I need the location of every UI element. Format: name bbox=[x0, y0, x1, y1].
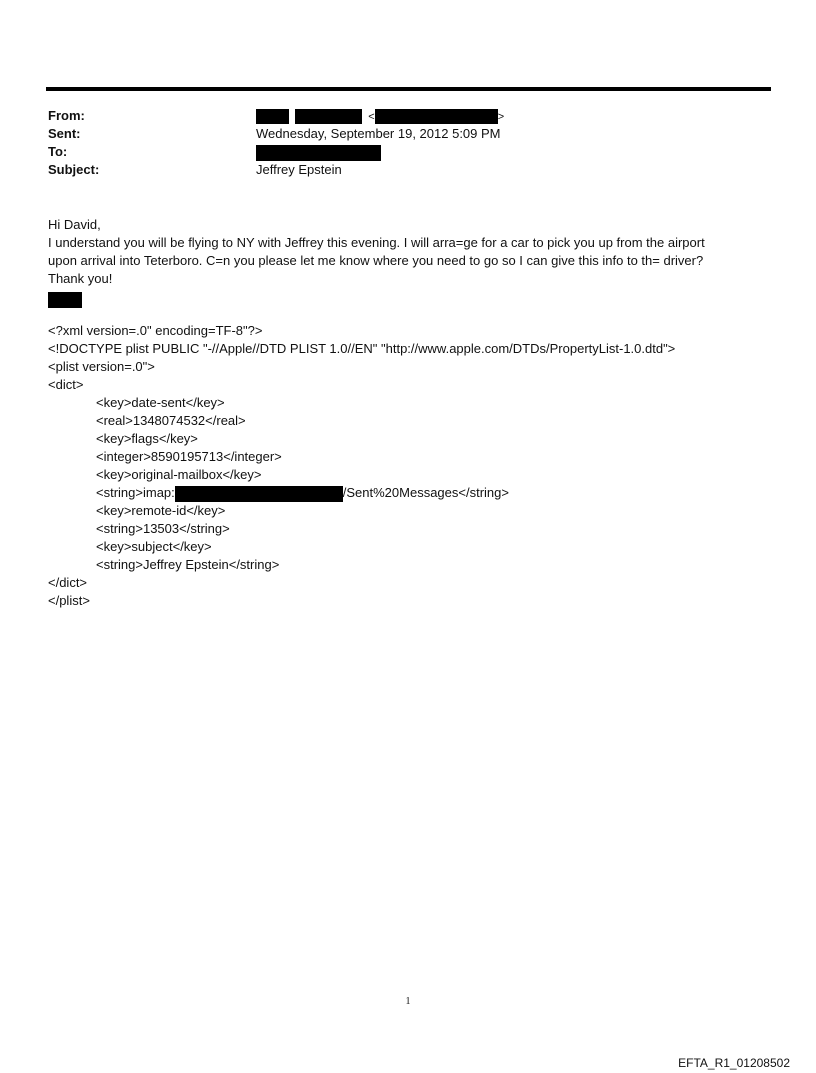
header-rule bbox=[46, 87, 771, 91]
xml-imap-line bbox=[48, 484, 675, 502]
imap-suffix: /Sent%20Messages</string> bbox=[342, 485, 509, 500]
plist-xml bbox=[48, 322, 675, 610]
xml-line: <?xml version=.0" encoding=TF-8"?> bbox=[48, 323, 263, 338]
redaction-block bbox=[256, 145, 381, 161]
subject-value: Jeffrey Epstein bbox=[256, 162, 342, 177]
xml-line: </dict> bbox=[48, 575, 88, 590]
body-line: upon arrival into Teterboro. C=n you please let me know where you need to go so I can give this info to th= driver? bbox=[48, 253, 704, 268]
body-line: Hi David, bbox=[48, 217, 101, 232]
email-body bbox=[48, 216, 768, 308]
to-value bbox=[256, 143, 381, 161]
xml-line: </plist> bbox=[48, 593, 90, 608]
from-email-close: > bbox=[497, 111, 505, 123]
body-line: Thank you! bbox=[48, 271, 113, 286]
sent-label: Sent: bbox=[48, 126, 81, 141]
from-email-open: < bbox=[368, 111, 375, 123]
xml-line: <real>1348074532</real> bbox=[96, 413, 246, 428]
body-line: I understand you will be flying to NY with Jeffrey this evening. I will arra=ge for a car to pick you up from the airport bbox=[48, 235, 705, 250]
xml-line: <integer>8590195713</integer> bbox=[96, 449, 282, 464]
from-value bbox=[256, 107, 504, 126]
xml-line: <string>Jeffrey Epstein</string> bbox=[96, 557, 280, 572]
signature-redaction bbox=[48, 292, 82, 308]
redaction-block bbox=[256, 109, 289, 124]
subject-label: Subject: bbox=[48, 162, 100, 177]
redaction-block bbox=[295, 109, 362, 124]
xml-line: <!DOCTYPE plist PUBLIC "-//Apple//DTD PLIST 1.0//EN" "http://www.apple.com/DTDs/PropertyList-1.0.dtd"> bbox=[48, 341, 676, 356]
xml-line: <key>subject</key> bbox=[96, 539, 212, 554]
redaction-block bbox=[375, 109, 498, 124]
xml-line: <key>flags</key> bbox=[96, 431, 198, 446]
xml-line: <key>remote-id</key> bbox=[96, 503, 226, 518]
imap-prefix: <string>imap: bbox=[96, 485, 175, 500]
xml-line: <string>13503</string> bbox=[96, 521, 230, 536]
document-id: EFTA_R1_01208502 bbox=[678, 1056, 790, 1070]
redaction-block bbox=[175, 486, 343, 502]
xml-line: <plist version=.0"> bbox=[48, 359, 155, 374]
xml-line: <key>original-mailbox</key> bbox=[96, 467, 262, 482]
xml-line: <key>date-sent</key> bbox=[96, 395, 225, 410]
sent-value: Wednesday, September 19, 2012 5:09 PM bbox=[256, 126, 501, 141]
xml-line: <dict> bbox=[48, 377, 84, 392]
from-label: From: bbox=[48, 108, 85, 123]
page-number: 1 bbox=[405, 996, 411, 1007]
to-label: To: bbox=[48, 144, 68, 159]
